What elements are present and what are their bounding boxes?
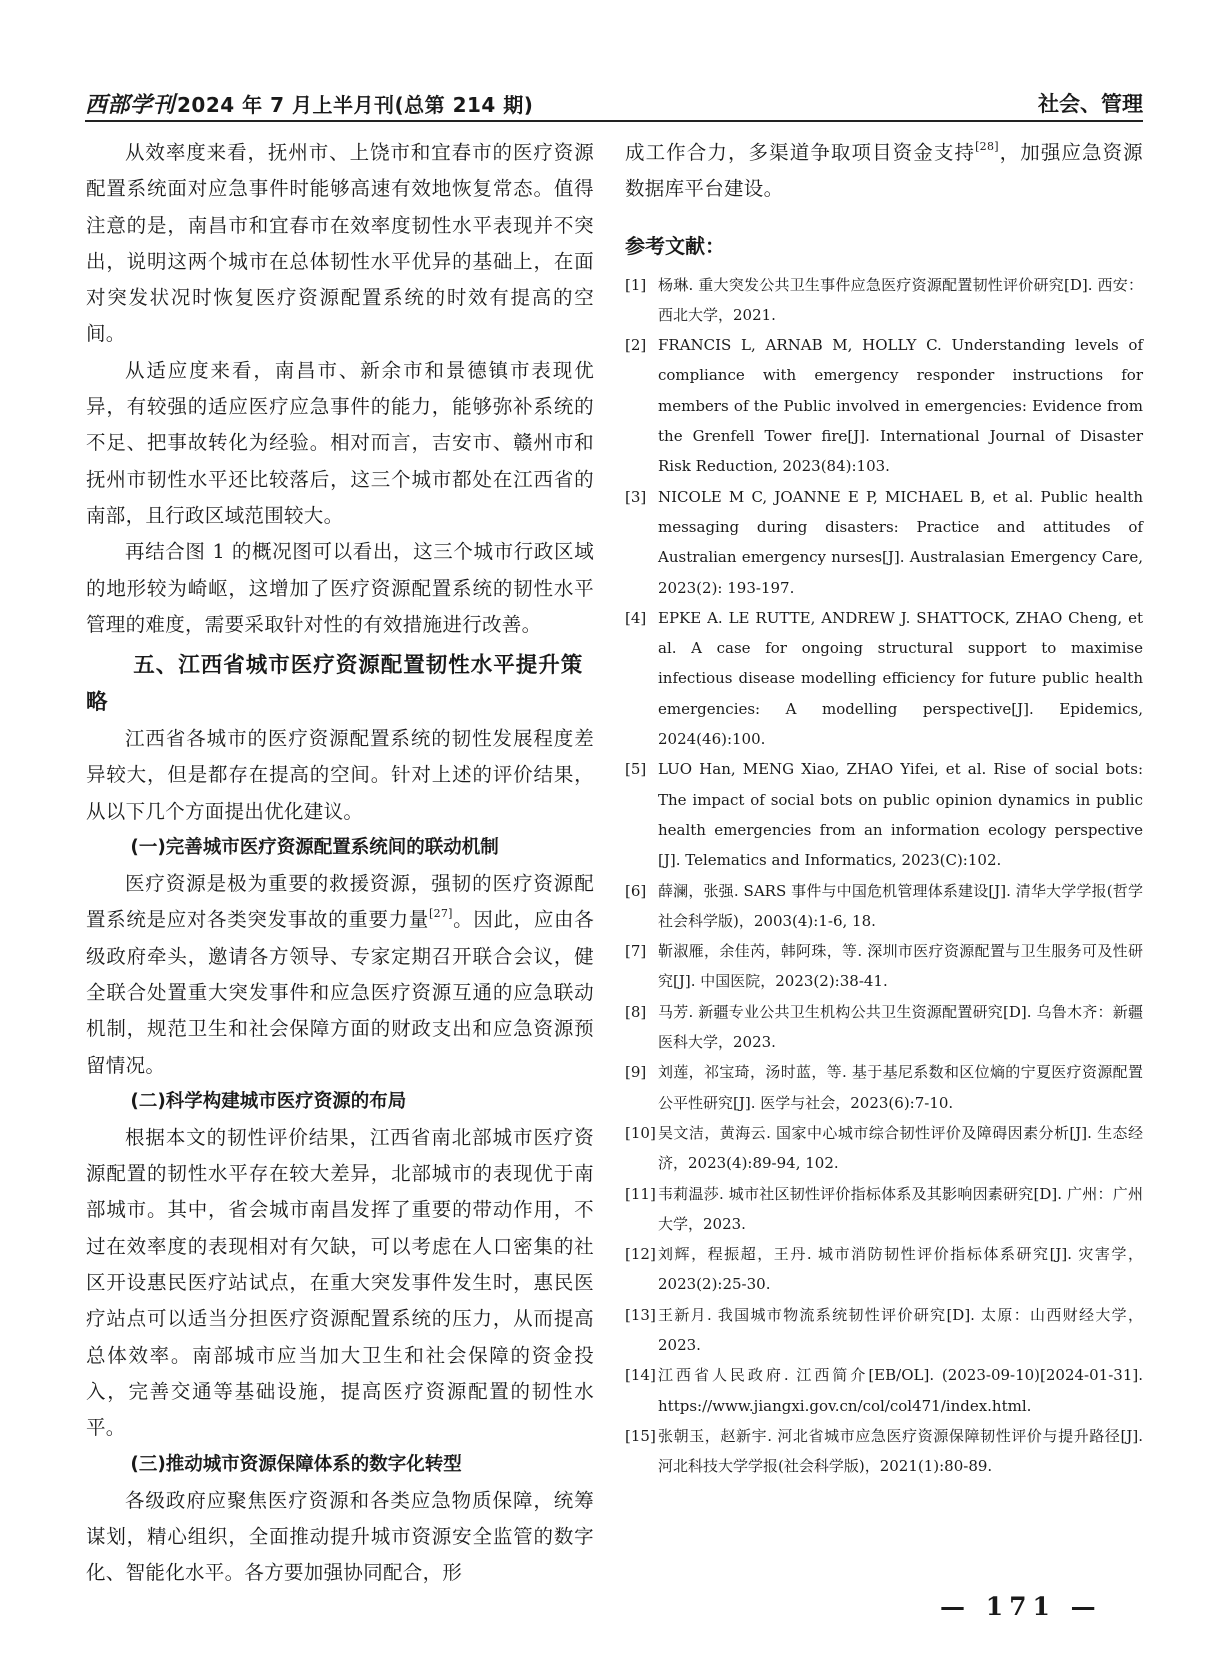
paragraph: 各级政府应聚焦医疗资源和各类应急物质保障，统筹谋划，精心组织，全面推动提升城市资源安全监管的数字化、智能化水平。各方要加强协同配合，形 (86, 1488, 594, 1585)
reference-text: EPKE A. LE RUTTE, ANDREW J. SHATTOCK, ZHAO Cheng, et al. A case for ongoing structural support to maximise infectious disease modelling efficiency for future public health emergencies: A modelling perspective[J]. Epidemics, 2024(46):100. (658, 608, 1143, 749)
section-name: 社会、管理 (1038, 92, 1143, 116)
section-heading: 五、江西省城市医疗资源配置韧性水平提升策略 (86, 653, 584, 716)
reference-number: [6] (625, 881, 647, 900)
reference-text: 韦莉温莎. 城市社区韧性评价指标体系及其影响因素研究[D]. 广州：广州大学，2023. (658, 1184, 1143, 1233)
reference-text: 吴文洁，黄海云. 国家中心城市综合韧性评价及障碍因素分析[J]. 生态经济，2023(4):89-94, 102. (658, 1123, 1143, 1173)
reference-number: [11] (625, 1184, 656, 1203)
reference-item (625, 270, 1143, 331)
reference-item (625, 1057, 1143, 1118)
reference-item (625, 936, 1143, 997)
right-column (625, 135, 1143, 1481)
reference-item (625, 754, 1143, 875)
reference-number: [14] (625, 1366, 656, 1385)
paragraph-text: 成工作合力，多渠道争取项目资金支持 (625, 141, 976, 164)
reference-item (625, 1239, 1143, 1300)
reference-number: [7] (625, 942, 647, 961)
paragraph-text: 。因此，应由各级政府牵头，邀请各方领导、专家定期召开联合会议，健全联合处置重大突发事件和应急医疗资源互通的应急联动机制，规范卫生和社会保障方面的财政支出和应急资源预留情况。 (86, 908, 594, 1077)
reference-number: [3] (625, 487, 647, 506)
reference-text: 江西省人民政府. 江西简介[EB/OL]. (2023-09-10)[2024-01-31]. https://www.jiangxi.gov.cn/col/col471/index.html. (658, 1366, 1143, 1415)
issue-info: 2024 年 7 月上半月刊(总第 214 期) (177, 93, 534, 117)
reference-list (625, 270, 1143, 1482)
reference-number: [2] (625, 336, 647, 355)
subsection-heading: (一)完善城市医疗资源配置系统间的联动机制 (130, 837, 499, 859)
reference-text: 张朝玉，赵新宇. 河北省城市应急医疗资源保障韧性评价与提升路径[J]. 河北科技大学学报(社会科学版)，2021(1):80-89. (658, 1426, 1143, 1476)
page-number: — 171 — (940, 1592, 1102, 1621)
reference-text: 马芳. 新疆专业公共卫生机构公共卫生资源配置研究[D]. 乌鲁木齐：新疆医科大学，2023. (658, 1002, 1143, 1052)
subsection-heading: (二)科学构建城市医疗资源的布局 (130, 1090, 407, 1112)
paragraph: 再结合图 1 的概况图可以看出，这三个城市行政区域的地形较为崎岖，这增加了医疗资源配置系统的韧性水平管理的难度，需要采取针对性的有效措施进行改善。 (86, 540, 594, 636)
reference-text: 刘莲，祁宝琦，汤时蓝，等. 基于基尼系数和区位熵的宁夏医疗资源配置公平性研究[J]. 医学与社会，2023(6):7-10. (658, 1063, 1143, 1112)
citation: [28] (975, 140, 999, 153)
reference-number: [1] (625, 275, 647, 294)
reference-item (625, 1118, 1143, 1179)
reference-number: [15] (625, 1426, 656, 1445)
reference-item (625, 603, 1143, 754)
reference-text: 刘辉，程振超，王丹. 城市消防韧性评价指标体系研究[J]. 灾害学，2023(2):25-30. (658, 1245, 1143, 1294)
subsection-heading: (三)推动城市资源保障体系的数字化转型 (130, 1453, 462, 1475)
page-header (85, 86, 1143, 122)
paragraph (625, 135, 1143, 208)
reference-text: LUO Han, MENG Xiao, ZHAO Yifei, et al. Rise of social bots: The impact of social bots on public opinion dynamics in public health emergencies from an information ecology perspective [J]. Telematics and Informatics, 2023(C):102. (658, 760, 1143, 870)
reference-number: [9] (625, 1063, 647, 1082)
citation: [27] (428, 907, 453, 921)
reference-text: 薛澜，张强. SARS 事件与中国危机管理体系建设[J]. 清华大学学报(哲学社会科学版)，2003(4):1-6, 18. (658, 881, 1143, 930)
reference-number: [5] (625, 760, 647, 779)
paragraph: 从效率度来看，抚州市、上饶市和宜春市的医疗资源配置系统面对应急事件时能够高速有效地恢复常态。值得注意的是，南昌市和宜春市在效率度韧性水平表现并不突出，说明这两个城市在总体韧性水平优异的基础上，在面对突发状况时恢复医疗资源配置系统的时效有提高的空间。 (86, 141, 594, 346)
reference-item (625, 997, 1143, 1058)
reference-number: [4] (625, 608, 647, 627)
reference-item (625, 1421, 1143, 1482)
journal-logo: 西部学刊 (85, 92, 176, 118)
reference-text: 杨琳. 重大突发公共卫生事件应急医疗资源配置韧性评价研究[D]. 西安：西北大学，2021. (658, 275, 1143, 324)
reference-item (625, 1360, 1143, 1421)
reference-text: FRANCIS L, ARNAB M, HOLLY C. Understanding levels of compliance with emergency responder instructions for members of the Public involved in emergencies: Evidence from the Grenfell Tower fire[J]. International Journal of Disaster Risk Reduction, 2023(84):103. (658, 336, 1143, 476)
reference-number: [13] (625, 1305, 656, 1324)
paragraph-text: 医疗资源是极为重要的救援资源，强韧的医疗资源配置系统是应对各类突发事故的重要力量 (86, 872, 594, 932)
left-column (86, 135, 594, 1591)
paragraph: 江西省各城市的医疗资源配置系统的韧性发展程度差异较大，但是都存在提高的空间。针对上述的评价结果，从以下几个方面提出优化建议。 (86, 727, 594, 823)
paragraph-text: ，加强应急资源数据库平台建设。 (625, 141, 1143, 201)
reference-item (625, 1179, 1143, 1240)
reference-item (625, 1300, 1143, 1361)
reference-text: 王新月. 我国城市物流系统韧性评价研究[D]. 太原：山西财经大学，2023. (658, 1305, 1143, 1354)
reference-number: [12] (625, 1245, 656, 1264)
reference-item (625, 330, 1143, 481)
reference-number: [8] (625, 1002, 647, 1021)
references-title: 参考文献： (625, 233, 725, 258)
reference-number: [10] (625, 1123, 656, 1142)
paragraph (86, 866, 594, 1084)
reference-item (625, 876, 1143, 937)
paragraph: 根据本文的韧性评价结果，江西省南北部城市医疗资源配置的韧性水平存在较大差异，北部城市的表现优于南部城市。其中，省会城市南昌发挥了重要的带动作用，不过在效率度的表现相对有欠缺，可以考虑在人口密集的社区开设惠民医疗站试点，在重大突发事件发生时，惠民医疗站点可以适当分担医疗资源配置系统的压力，从而提高总体效率。南部城市应当加大卫生和社会保障的资金投入，完善交通等基础设施，提高医疗资源配置的韧性水平。 (86, 1125, 594, 1440)
reference-text: NICOLE M C, JOANNE E P, MICHAEL B, et al. Public health messaging during disasters: Practice and attitudes of Australian emergency nurses[J]. Australasian Emergency Care, 2023(2): 193-197. (658, 487, 1143, 597)
reference-text: 靳淑雁，余佳芮，韩阿珠，等. 深圳市医疗资源配置与卫生服务可及性研究[J]. 中国医院，2023(2):38-41. (658, 942, 1143, 991)
paragraph: 从适应度来看，南昌市、新余市和景德镇市表现优异，有较强的适应医疗应急事件的能力，能够弥补系统的不足、把事故转化为经验。相对而言，吉安市、赣州市和抚州市韧性水平还比较落后，这三个城市都处在江西省的南部，且行政区域范围较大。 (86, 358, 594, 527)
reference-item (625, 482, 1143, 603)
journal-title (85, 88, 533, 119)
